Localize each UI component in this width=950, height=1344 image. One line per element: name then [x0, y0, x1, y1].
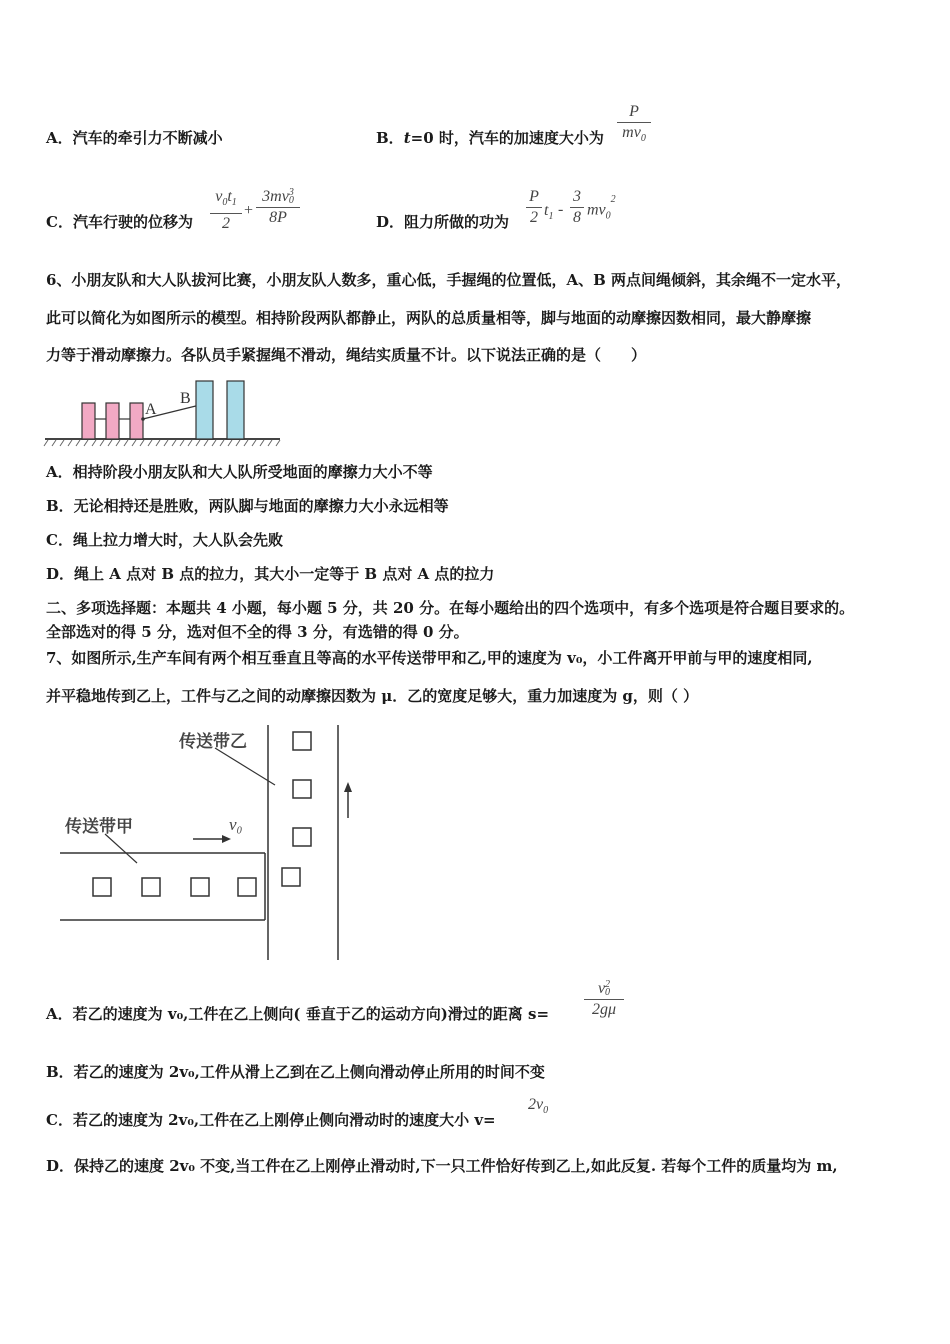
q7-option-b: B．若乙的速度为 2v₀,工件从滑上乙到在乙上侧向滑动停止所用的时间不变 [46, 1063, 545, 1081]
minus-sign: - [558, 201, 564, 218]
fraction-numerator: P [629, 103, 639, 120]
workpiece [293, 732, 311, 750]
v0-label: v₀ [229, 815, 243, 834]
child-block-3 [130, 403, 143, 439]
q5-option-d: D．阻力所做的功为 [376, 213, 510, 231]
workpiece [282, 868, 300, 886]
tug-of-war-figure [40, 372, 285, 452]
fraction-numerator: v 2 0 [597, 979, 611, 999]
q6-option-d: D．绳上 A 点对 B 点的拉力，其大小一定等于 B 点对 A 点的拉力 [46, 565, 495, 583]
workpiece [293, 780, 311, 798]
q5-option-d-t1: $t_1$ [544, 202, 554, 223]
child-block-1 [82, 403, 95, 439]
q7-option-a-fraction [584, 980, 624, 1019]
fraction-numerator: 3mv 3 0 [262, 187, 294, 207]
q6-stem-line-2: 此可以简化为如图所示的模型。相持阶段两队都静止，两队的总质量相等，脚与地面的动摩擦因数相同，最大静摩擦 [46, 309, 812, 327]
section-2-heading-line-2: 全部选对的得 5 分，选对但不全的得 3 分，有选错的得 0 分。 [46, 623, 469, 641]
q5-option-c-fraction-2 [256, 188, 300, 227]
q7-option-d: D．保持乙的速度 2v₀ 不变,当工件在乙上刚停止滑动时,下一只工件恰好传到乙上,如此反复. 若每个工件的质量均为 m, [46, 1157, 838, 1175]
q5-option-b [376, 128, 604, 148]
q6-stem-line-1: 6、小朋友队和大人队拔河比赛，小朋友队人数多，重心低，手握绳的位置低，A、B 两点间绳倾斜，其余绳不一定水平， [46, 271, 851, 289]
workpiece [191, 878, 209, 896]
q7-option-c-math: $2v_0$ [528, 1096, 549, 1117]
section-2-heading-line-1: 二、多项选择题：本题共 4 小题，每小题 5 分，共 20 分。在每小题给出的四个选项中，有多个选项是符合题目要求的。 [46, 599, 855, 617]
belt-yi-label: 传送带乙 [179, 732, 247, 751]
q5-option-c-fraction-1 [210, 188, 242, 233]
q6-option-b: B．无论相持还是胜败，两队脚与地面的摩擦力大小永远相等 [46, 497, 449, 515]
q5-option-b-t: t [403, 129, 411, 147]
belt-jia-label: 传送带甲 [65, 817, 133, 836]
q7-stem-line-2: 并平稳地传到乙上，工件与乙之间的动摩擦因数为 μ．乙的宽度足够大，重力加速度为 g，则（ ） [46, 687, 699, 705]
workpiece [238, 878, 256, 896]
q5-option-c: C．汽车行驶的位移为 [46, 213, 193, 231]
q7-option-a: A．若乙的速度为 v₀,工件在乙上侧向( 垂直于乙的运动方向)滑过的距离 s= [46, 1005, 550, 1023]
fraction-denominator: 8 [573, 209, 581, 226]
q7-stem-line-1: 7、如图所示,生产车间有两个相互垂直且等高的水平传送带甲和乙,甲的速度为 v₀，小工件离开甲前与甲的速度相同, [46, 649, 813, 667]
point-b-label: B [180, 390, 191, 407]
q6-stem-line-3: 力等于滑动摩擦力。各队员手紧握绳不滑动，绳结实质量不计。以下说法正确的是（ ） [46, 346, 647, 364]
q5-option-d-mv: $mv_0^2$ [587, 194, 616, 222]
conveyor-belt-figure [55, 720, 365, 965]
fraction-numerator: 3 [573, 188, 581, 205]
fraction-denominator: 8P [269, 209, 287, 226]
q5-option-d-fraction-2 [570, 188, 584, 227]
q5-option-b-text: =0 时，汽车的加速度大小为 [410, 129, 604, 147]
workpiece [293, 828, 311, 846]
q5-option-d-fraction-1 [526, 188, 542, 227]
child-block-2 [106, 403, 119, 439]
fraction-numerator: $v_0t_1$ [215, 188, 237, 209]
point-a-label: A [145, 401, 157, 418]
fraction-denominator: 2gμ [591, 1001, 617, 1018]
q5-option-b-fraction [617, 103, 651, 148]
fraction-denominator: 2 [222, 215, 230, 233]
q5-option-a: A．汽车的牵引力不断减小 [46, 129, 223, 147]
workpiece [93, 878, 111, 896]
q7-option-c: C．若乙的速度为 2v₀,工件在乙上刚停止侧向滑动时的速度大小 v= [46, 1111, 496, 1129]
fraction-numerator: P [529, 188, 539, 205]
fraction-denominator: 2 [530, 209, 538, 226]
adult-block-1 [196, 381, 213, 439]
adult-block-2 [227, 381, 244, 439]
q5-option-b-label: B． [376, 129, 404, 147]
workpiece [142, 878, 160, 896]
plus-sign: + [244, 202, 254, 219]
q6-option-c: C．绳上拉力增大时，大人队会先败 [46, 531, 283, 549]
fraction-denominator: $mv_0$ [622, 124, 646, 145]
q6-option-a: A．相持阶段小朋友队和大人队所受地面的摩擦力大小不等 [46, 463, 433, 481]
